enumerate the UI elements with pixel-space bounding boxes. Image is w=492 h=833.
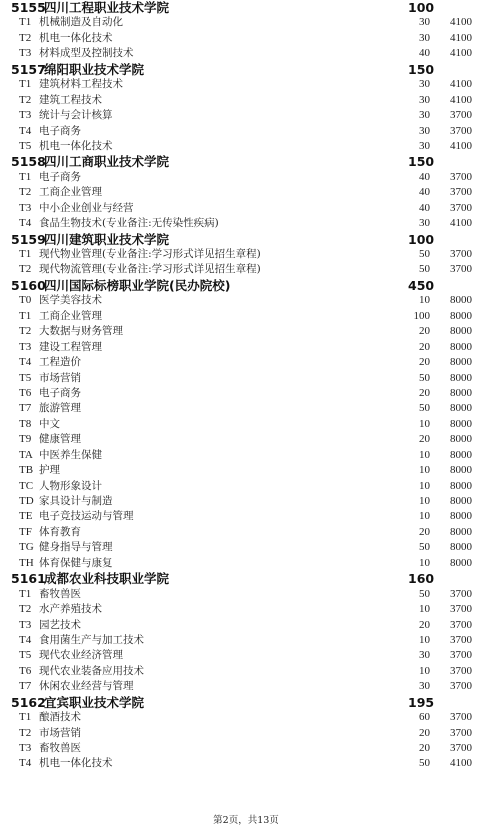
major-tuition: 4100 (450, 217, 472, 230)
major-code: T2 (19, 726, 32, 739)
major-name: 工商企业管理 (39, 309, 102, 322)
major-name: 建筑材料工程技术 (39, 78, 123, 91)
major-row (0, 710, 492, 725)
school-code: 5155 (11, 0, 46, 15)
major-plan-count: 20 (419, 433, 430, 446)
major-row (0, 31, 492, 46)
major-tuition: 4100 (450, 47, 472, 60)
major-plan-count: 100 (413, 309, 430, 322)
major-name: 材料成型及控制技术 (39, 47, 134, 60)
major-code: TB (19, 464, 34, 477)
school-name: 成都农业科技职业学院 (44, 571, 170, 587)
major-row (0, 93, 492, 108)
major-tuition: 8000 (450, 340, 472, 353)
major-plan-count: 30 (419, 93, 430, 106)
major-tuition: 4100 (450, 78, 472, 91)
major-name: 机电一体化技术 (39, 139, 113, 152)
major-name: 现代物流管理(专业备注:学习形式详见招生章程) (39, 263, 261, 276)
major-tuition: 3700 (450, 109, 472, 122)
major-name: 中文 (39, 417, 60, 430)
school-total-plan: 160 (408, 571, 435, 587)
school-header-row (0, 154, 492, 169)
major-plan-count: 20 (419, 618, 430, 631)
major-row (0, 479, 492, 494)
major-row (0, 602, 492, 617)
major-row (0, 371, 492, 386)
major-plan-count: 50 (419, 757, 430, 770)
major-name: 建筑工程技术 (39, 93, 102, 106)
major-code: T7 (19, 680, 32, 693)
major-name: 大数据与财务管理 (39, 325, 123, 338)
major-row (0, 77, 492, 92)
major-name: 机械制造及自动化 (39, 16, 123, 29)
school-name: 四川工商职业技术学院 (44, 154, 170, 170)
major-name: 统计与会计核算 (39, 109, 113, 122)
major-plan-count: 40 (419, 186, 430, 199)
major-plan-count: 20 (419, 386, 430, 399)
major-row (0, 741, 492, 756)
major-tuition: 4100 (450, 139, 472, 152)
major-tuition: 3700 (450, 618, 472, 631)
major-code: T3 (19, 109, 32, 122)
major-plan-count: 10 (419, 464, 430, 477)
major-code: T2 (19, 186, 32, 199)
major-tuition: 8000 (450, 402, 472, 415)
major-tuition: 3700 (450, 603, 472, 616)
major-code: T7 (19, 402, 32, 415)
school-name: 四川建筑职业技术学院 (44, 231, 170, 247)
major-plan-count: 10 (419, 603, 430, 616)
major-plan-count: 10 (419, 294, 430, 307)
major-plan-count: 30 (419, 124, 430, 137)
major-plan-count: 40 (419, 201, 430, 214)
major-row (0, 509, 492, 524)
school-header-row (0, 232, 492, 247)
major-tuition: 3700 (450, 664, 472, 677)
major-code: T6 (19, 386, 32, 399)
major-code: T4 (19, 217, 32, 230)
major-row (0, 618, 492, 633)
major-row (0, 525, 492, 540)
major-plan-count: 20 (419, 726, 430, 739)
major-name: 食品生物技术(专业备注:无传染性疾病) (39, 217, 219, 230)
major-tuition: 3700 (450, 711, 472, 724)
major-plan-count: 60 (419, 711, 430, 724)
major-code: T6 (19, 664, 32, 677)
school-code: 5158 (11, 154, 46, 170)
major-code: TA (19, 448, 33, 461)
major-code: TC (19, 479, 34, 492)
major-name: 医学美容技术 (39, 294, 102, 307)
major-code: TF (19, 525, 32, 538)
major-code: T1 (19, 170, 32, 183)
major-tuition: 3700 (450, 680, 472, 693)
major-plan-count: 20 (419, 325, 430, 338)
major-plan-count: 10 (419, 448, 430, 461)
major-name: 休闲农业经营与管理 (39, 680, 134, 693)
school-total-plan: 150 (408, 61, 435, 77)
major-name: 旅游管理 (39, 402, 81, 415)
major-code: T1 (19, 711, 32, 724)
school-name: 四川工程职业技术学院 (44, 0, 170, 15)
major-code: T2 (19, 325, 32, 338)
major-code: T4 (19, 633, 32, 646)
major-tuition: 8000 (450, 525, 472, 538)
major-tuition: 8000 (450, 309, 472, 322)
major-tuition: 4100 (450, 31, 472, 44)
major-name: 市场营销 (39, 371, 81, 384)
major-name: 电子商务 (39, 386, 81, 399)
major-tuition: 8000 (450, 371, 472, 384)
major-row (0, 170, 492, 185)
major-plan-count: 50 (419, 541, 430, 554)
major-code: T2 (19, 93, 32, 106)
major-code: T5 (19, 371, 32, 384)
major-tuition: 8000 (450, 448, 472, 461)
major-name: 现代物业管理(专业备注:学习形式详见招生章程) (39, 248, 261, 260)
major-row (0, 293, 492, 308)
major-name: 现代农业装备应用技术 (39, 664, 144, 677)
school-header-row (0, 278, 492, 293)
major-code: T1 (19, 248, 32, 260)
major-plan-count: 10 (419, 556, 430, 569)
school-total-plan: 100 (408, 231, 435, 247)
major-tuition: 8000 (450, 356, 472, 369)
major-row (0, 726, 492, 741)
major-plan-count: 30 (419, 31, 430, 44)
major-tuition: 4100 (450, 16, 472, 29)
major-name: 电子商务 (39, 170, 81, 183)
major-code: TH (19, 556, 34, 569)
major-plan-count: 50 (419, 371, 430, 384)
major-code: T0 (19, 294, 32, 307)
major-name: 园艺技术 (39, 618, 81, 631)
major-plan-count: 30 (419, 16, 430, 29)
major-tuition: 8000 (450, 556, 472, 569)
major-name: 工商企业管理 (39, 186, 102, 199)
major-tuition: 8000 (450, 464, 472, 477)
major-tuition: 3700 (450, 649, 472, 662)
major-tuition: 8000 (450, 325, 472, 338)
major-name: 健身指导与管理 (39, 541, 113, 554)
major-name: 机电一体化技术 (39, 31, 113, 44)
major-plan-count: 20 (419, 356, 430, 369)
major-row (0, 401, 492, 416)
major-plan-count: 40 (419, 170, 430, 183)
major-tuition: 3700 (450, 124, 472, 137)
school-header-row (0, 0, 492, 15)
major-plan-count: 10 (419, 479, 430, 492)
major-plan-count: 20 (419, 525, 430, 538)
major-row (0, 46, 492, 61)
major-row (0, 15, 492, 30)
major-name: 电子竞技运动与管理 (39, 510, 134, 523)
major-name: 家具设计与制造 (39, 495, 113, 507)
major-code: T5 (19, 649, 32, 662)
major-plan-count: 40 (419, 47, 430, 60)
major-code: T1 (19, 78, 32, 91)
major-code: T1 (19, 309, 32, 322)
school-code: 5162 (11, 694, 46, 710)
major-row (0, 432, 492, 447)
major-row (0, 494, 492, 509)
major-plan-count: 10 (419, 510, 430, 523)
major-row (0, 247, 492, 262)
major-name: 电子商务 (39, 124, 81, 137)
major-code: T8 (19, 417, 32, 430)
major-row (0, 463, 492, 478)
major-row (0, 664, 492, 679)
school-code: 5157 (11, 61, 46, 77)
major-tuition: 4100 (450, 93, 472, 106)
school-total-plan: 150 (408, 154, 435, 170)
school-name: 绵阳职业技术学院 (44, 61, 145, 77)
major-name: 体育教育 (39, 525, 81, 538)
major-code: T3 (19, 618, 32, 631)
major-plan-count: 10 (419, 495, 430, 507)
major-row (0, 201, 492, 216)
major-plan-count: 30 (419, 78, 430, 91)
major-tuition: 8000 (450, 294, 472, 307)
major-code: TD (19, 495, 34, 507)
major-name: 畜牧兽医 (39, 742, 81, 754)
major-code: T3 (19, 340, 32, 353)
major-tuition: 3700 (450, 587, 472, 600)
major-code: T5 (19, 139, 32, 152)
major-plan-count: 50 (419, 263, 430, 276)
major-tuition: 8000 (450, 417, 472, 430)
major-code: TG (19, 541, 34, 554)
major-tuition: 8000 (450, 386, 472, 399)
major-name: 护理 (39, 464, 60, 477)
major-tuition: 8000 (450, 541, 472, 554)
school-code: 5159 (11, 231, 46, 247)
major-plan-count: 30 (419, 649, 430, 662)
major-row (0, 386, 492, 401)
major-tuition: 3700 (450, 248, 472, 260)
major-row (0, 540, 492, 555)
major-row (0, 355, 492, 370)
major-code: T9 (19, 433, 32, 446)
major-name: 畜牧兽医 (39, 587, 81, 600)
major-code: T2 (19, 603, 32, 616)
major-tuition: 3700 (450, 742, 472, 754)
major-row (0, 587, 492, 602)
major-tuition: 3700 (450, 201, 472, 214)
major-row (0, 262, 492, 277)
major-name: 建设工程管理 (39, 340, 102, 353)
major-name: 酿酒技术 (39, 711, 81, 724)
major-tuition: 8000 (450, 510, 472, 523)
major-name: 食用菌生产与加工技术 (39, 633, 144, 646)
major-tuition: 8000 (450, 479, 472, 492)
major-plan-count: 30 (419, 109, 430, 122)
school-code: 5161 (11, 571, 46, 587)
major-row (0, 309, 492, 324)
major-name: 人物形象设计 (39, 479, 102, 492)
school-code: 5160 (11, 277, 46, 293)
major-tuition: 8000 (450, 495, 472, 507)
major-name: 工程造价 (39, 356, 81, 369)
major-tuition: 3700 (450, 170, 472, 183)
major-row (0, 417, 492, 432)
major-plan-count: 50 (419, 248, 430, 260)
major-plan-count: 50 (419, 402, 430, 415)
school-total-plan: 195 (408, 694, 435, 710)
major-name: 体育保健与康复 (39, 556, 113, 569)
major-code: T1 (19, 587, 32, 600)
major-row (0, 679, 492, 694)
major-tuition: 8000 (450, 433, 472, 446)
school-total-plan: 100 (408, 0, 435, 15)
major-row (0, 756, 492, 771)
major-name: 市场营销 (39, 726, 81, 739)
major-plan-count: 30 (419, 217, 430, 230)
major-code: TE (19, 510, 33, 523)
major-plan-count: 50 (419, 587, 430, 600)
school-header-row (0, 695, 492, 710)
major-plan-count: 10 (419, 664, 430, 677)
major-row (0, 216, 492, 231)
major-tuition: 3700 (450, 726, 472, 739)
major-code: T3 (19, 47, 32, 60)
major-plan-count: 10 (419, 633, 430, 646)
major-name: 健康管理 (39, 433, 81, 446)
school-total-plan: 450 (408, 277, 435, 293)
major-name: 现代农业经济管理 (39, 649, 123, 662)
major-name: 中医养生保健 (39, 448, 102, 461)
major-plan-count: 20 (419, 742, 430, 754)
major-row (0, 185, 492, 200)
major-code: T2 (19, 31, 32, 44)
school-name: 四川国际标榜职业学院(民办院校) (44, 277, 231, 293)
major-name: 机电一体化技术 (39, 757, 113, 770)
school-name: 宜宾职业技术学院 (44, 694, 145, 710)
major-row (0, 108, 492, 123)
major-row (0, 633, 492, 648)
major-tuition: 3700 (450, 263, 472, 276)
major-plan-count: 10 (419, 417, 430, 430)
major-name: 水产养殖技术 (39, 603, 102, 616)
major-tuition: 3700 (450, 633, 472, 646)
page-footer: 第2页，共13页 (213, 815, 279, 826)
major-plan-count: 20 (419, 340, 430, 353)
major-tuition: 4100 (450, 757, 472, 770)
school-header-row (0, 571, 492, 586)
major-row (0, 556, 492, 571)
major-plan-count: 30 (419, 680, 430, 693)
major-code: T4 (19, 356, 32, 369)
major-code: T2 (19, 263, 32, 276)
major-row (0, 324, 492, 339)
major-row (0, 340, 492, 355)
major-code: T4 (19, 124, 32, 137)
major-code: T3 (19, 742, 32, 754)
major-name: 中小企业创业与经营 (39, 201, 134, 214)
school-header-row (0, 62, 492, 77)
major-row (0, 648, 492, 663)
major-row (0, 448, 492, 463)
major-code: T1 (19, 16, 32, 29)
major-row (0, 139, 492, 154)
major-tuition: 3700 (450, 186, 472, 199)
major-code: T3 (19, 201, 32, 214)
major-row (0, 124, 492, 139)
major-plan-count: 30 (419, 139, 430, 152)
major-code: T4 (19, 757, 32, 770)
